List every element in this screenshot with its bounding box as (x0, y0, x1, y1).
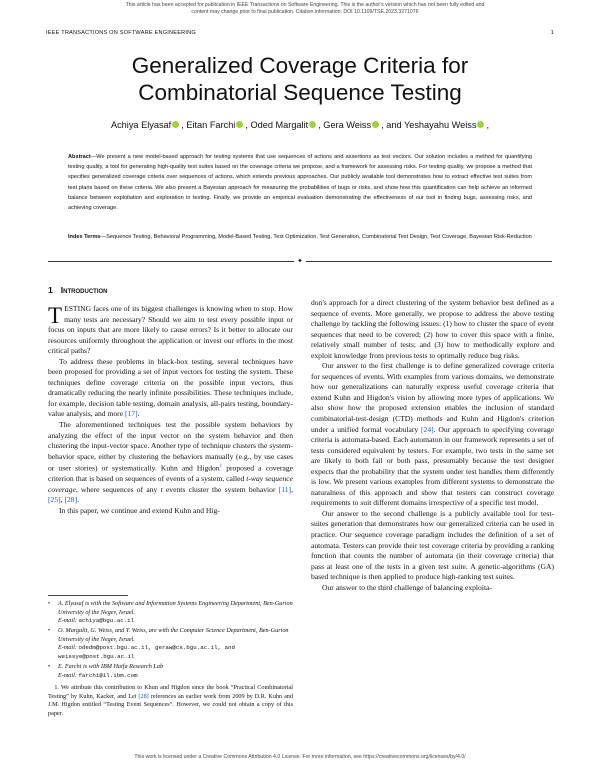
email-link[interactable]: odedm@post.bgu.ac.il, geraw@cs.bgu.ac.il, and weissye@post.bgu.ac.il (58, 644, 235, 660)
author-name: Eitan Farchi (186, 120, 236, 130)
paragraph: The aforementioned techniques test the possible system behaviors by analyzing the effect of the input vector on the system behavior and then clustering the input-vector space. Another type of technique clusters the system-behavior space, either by clustering the behaviors manually (e.g., by use cases or user stories) or systematically. Kuhn and Higdon$^1$ proposed a coverage criterion that is based on sequences of events of a system, called t-way sequence coverage, where sequences of any t events cluster the system behavior [11], [25], [28]. (48, 420, 293, 505)
author-name: and Yeshayahu Weiss (386, 120, 477, 130)
divider-ornament-icon: ✦ (297, 257, 303, 265)
abstract (68, 152, 532, 213)
journal-name: IEEE TRANSACTIONS ON SOFTWARE ENGINEERING (46, 30, 196, 36)
orcid-icon[interactable] (236, 121, 243, 128)
email-link[interactable]: achiya@bgu.ac.il (78, 617, 135, 625)
paragraph: Our answer to the third challenge of balancing exploita- (322, 582, 492, 592)
footnote-link[interactable]: 1 (219, 464, 223, 470)
author-name: Oded Margalit (250, 120, 309, 130)
paragraph: To address these problems in black-box testing, several techniques have been proposed for providing a set of input vectors for testing the system. These techniques define coverage criteria on the possible input vectors, thus dramatically reducing the nearly infinite possibilities. These techniques include, for example, decision table testing, domain analysis, all-pairs testing, boundary-value analysis, and more [17]. (48, 356, 293, 419)
section-heading (48, 285, 108, 295)
citation-link[interactable]: [28] (138, 692, 149, 700)
abstract-label: Abstract (68, 154, 91, 160)
author-list: Achiya Elyasaf , Eitan Farchi , Oded Margalit , Gera Weiss , and Yeshayahu Weiss , (110, 120, 490, 130)
affiliation-note: • A. Elyasaf is with the Software and Information Systems Engineering Department, Ben-Gurion University of the Negev, Israel. E-mail: achiya@bgu.ac.il (48, 600, 293, 625)
orcid-icon[interactable] (372, 121, 379, 128)
drop-cap: T (48, 303, 63, 328)
author-name: Gera Weiss (323, 120, 372, 130)
orcid-icon[interactable] (477, 121, 484, 128)
index-terms (68, 232, 532, 242)
orcid-icon[interactable] (309, 121, 316, 128)
left-column (48, 304, 293, 516)
running-header (46, 30, 554, 36)
paragraph: don's approach for a direct clustering of the system behavior best defined as a sequence of events. More generally, we propose to address the above testing challenge by tackling the following issues: (1) how to cluster the space of event sequences that need to be covered; (2) how to cover this space with a finite, relatively small number of tests; and (3) how to methodically explore and exploit knowledge from previous tests to optimally reduce bug risks. (311, 298, 554, 360)
citation-link[interactable]: [25] (48, 495, 61, 505)
citation-link[interactable]: [24] (421, 424, 434, 434)
footnote: 1. We attribute this contribution to Khun and Higdon since the book “Practical Combinatorial Testing” by Kuhn, Kacker, and Lei [28] references an earlier work from 2009 by D.R. Kuhn and J.M. Higdon entitled “Testing Event Sequences”. However, we could not obtain a copy of this paper. (48, 684, 294, 717)
email-link[interactable]: farchi@il.ibm.com (78, 671, 138, 679)
affiliation-note: • O. Margalit, G. Weiss, and Y. Weiss, are with the Computer Science Department, Ben-Gurion University of the Negev, Israel. E-mail: odedm@post.bgu.ac.il, geraw@cs.bgu.ac.il, and weissye@post.bgu.ac.il (48, 627, 289, 660)
paper-title: Generalized Coverage Criteria for Combinatorial Sequence Testing (131, 53, 469, 105)
author-name: Achiya Elyasaf (110, 120, 172, 130)
index-terms-label: Index Terms (68, 234, 101, 240)
footnote-rule (48, 595, 128, 596)
paragraph: Our answer to the second challenge is a publicly available tool for test-suites generation that demonstrates how our generalized criteria can be used in practice. Our sequence coverage paradigm includes the definition of a set of automata. Testers can provide their test coverage criteria by providing a ranking function that counts the number of automata (in their coverage criteria) that pass at least one of the tests in a given test suite. A genetic-algorithms (GA) based technique is then applied to produce high-ranking test suites. (311, 508, 554, 582)
citation-link[interactable]: [28] (64, 495, 78, 505)
section-number: 1 (48, 285, 53, 295)
affiliation-note: • E. Farchi is with IBM Haifa Research Lab E-mail: farchi@il.ibm.com (48, 663, 164, 679)
orcid-icon[interactable] (172, 121, 179, 128)
paragraph: Our answer to the first challenge is to define generalized coverage criteria for sequences of events. With examples from various domains, we demonstrate how our generalizations can naturally express useful coverage criteria that extend Kuhn and Higdon's vision by allowing more types of applications. We also show how the proposed extension enables the inclusion of standard combinatorial-test-design (CTD) methods and Kuhn and Higdon's criterion under a unified formal vocabulary [24]. Our approach to specifying coverage criteria is automata-based. Each automaton in our framework represents a set of tests considered equivalent by testers. For example, two tests in the same set are likely to both fail or both pass, presumably because the test designer expects that the probability that the system under test handles them differently is low. We present various examples from different systems to demonstrate the naturalness of this approach and show that testers can construct coverage requirements to suit different domains irrespective of a specific test model. (311, 361, 555, 508)
section-divider (48, 257, 552, 265)
publication-notice: This article has been accepted for publication in IEEE Transactions on Software Engineering. This is the author's version which has not been fully edited and content may change prior to final publication. Citation information: DOI 10.1109/TSE.2023.3271076 (125, 2, 485, 15)
citation-link[interactable]: [17] (124, 409, 138, 419)
paragraph: TESTING faces one of its biggest challenges is knowing when to stop. How many tests are necessary? Should we aim to test every possible input or focus on inputs that are more likely to cause errors? Is it better to allocate our resources uniformly throughout the application or invest our efforts in the most critical paths? (48, 303, 293, 356)
citation-link[interactable]: [11] (278, 484, 292, 494)
abstract-text: —We present a new model-based approach for testing systems that use sequences of actions and assertions as test vectors. Our solution includes a method for quantifying testing quality, a tool for generating high-quality test suites based on the coverage criteria we propose, and a framework for assessing risks. For testing quality, we propose a method that specifies generalized coverage criteria over sequences of actions, which extends previous approaches. Our publicly available tool demonstrates how to extract effective test suites from test plans based on these criteria. We also present a Bayesian approach for measuring the probabilities of bugs or risks, and show how this quantification can help achieve an informed balance between exploitation and exploration in testing. Finally, we provide an empirical evaluation demonstrating the effectiveness of our tool in finding bugs, assessing risks, and achieving coverage. (68, 154, 532, 212)
license-footer: This work is licensed under a Creative Commons Attribution 4.0 License. For more information, see https://creativecommons.org/licenses/by/4.0/ (134, 754, 466, 760)
index-terms-text: —Sequence Testing, Behavioral Programming, Model-Based Testing, Test Optimization, Test Generation, Combinatorial Test Design, Test Coverage, Bayesian Risk-Reduction (100, 234, 532, 240)
page-number: 1 (550, 30, 554, 36)
section-title: Introduction (60, 285, 108, 295)
right-column (311, 298, 554, 593)
paragraph: In this paper, we continue and extend Kuhn and Hig- (59, 505, 220, 515)
